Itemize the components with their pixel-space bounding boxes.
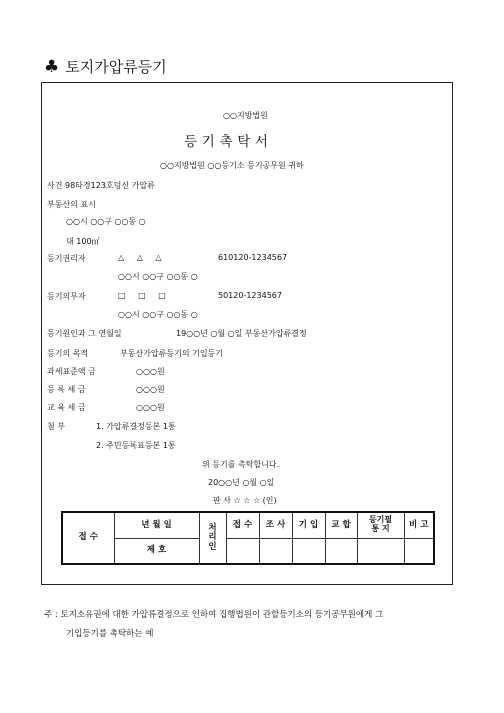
document-date: 20○○년 ○월 ○일 xyxy=(208,478,275,487)
blank-cell xyxy=(325,538,357,564)
note-line-1: 주 : 토지소유권에 대한 가압류결정으로 인하여 집행법원이 관할등기소의 등기공무원에게 그 xyxy=(44,610,384,620)
col-entry: 기 입 xyxy=(292,512,325,538)
property-area: 대 100㎡ xyxy=(66,237,100,246)
reg-tax-label: 등 록 세 금 xyxy=(47,385,86,394)
edu-tax-label: 교 육 세 금 xyxy=(47,403,86,412)
club-icon: ♣ xyxy=(44,57,60,77)
purpose-value: 부동산가압류등기의 기입등기 xyxy=(120,349,224,358)
col-notify-label: 등기필 통 지 xyxy=(368,515,393,534)
note-line-2: 기입등기를 촉탁하는 예 xyxy=(66,629,154,639)
blank-cell xyxy=(357,538,404,564)
document-title: 등 기 촉 탁 서 xyxy=(184,134,269,150)
court-name: ○○지방법원 xyxy=(223,111,268,120)
col-investigation: 조 사 xyxy=(259,512,292,538)
attach-item-2: 2. 주민등록표등본 1통 xyxy=(96,441,176,450)
attach-item-1: 1. 가압류결정등본 1통 xyxy=(96,422,176,431)
col-remarks: 비 고 xyxy=(404,512,434,538)
purpose-label: 등기의 목적 xyxy=(47,349,89,358)
number-header: 제 호 xyxy=(114,538,199,564)
debtor-id: 50120-1234567 xyxy=(218,291,282,300)
reg-tax-value: ○○○원 xyxy=(136,385,165,394)
property-label: 부동산의 표시 xyxy=(47,200,96,209)
blank-cell xyxy=(226,538,259,564)
addressee: ○○지방법원 ○○등기소 등기공무원 귀하 xyxy=(160,161,304,170)
attach-label: 첨 부 xyxy=(47,422,65,431)
blank-cell xyxy=(404,538,434,564)
col-receipt: 접 수 xyxy=(226,512,259,538)
closing-text: 위 등기를 촉탁합니다. xyxy=(202,460,280,469)
processing-table xyxy=(61,511,435,565)
creditor-address: ○○시 ○○구 ○○동 ○ xyxy=(118,272,198,281)
tax-base-value: ○○○원 xyxy=(136,367,165,376)
cause-label: 등기원인과 그 연월일 xyxy=(47,329,122,338)
processor-label: 처 리 인 xyxy=(208,522,217,552)
case-line: 사건 98타경123호덩신 가압류 xyxy=(47,181,155,190)
creditor-label: 등기권리자 xyxy=(47,254,86,263)
receipt-header: 접 수 xyxy=(62,512,114,564)
debtor-name: □ □ □ xyxy=(118,291,166,300)
edu-tax-value: ○○○원 xyxy=(136,403,165,412)
page-title: 토지가압류등기 xyxy=(65,58,167,76)
page-heading xyxy=(44,56,167,77)
debtor-label: 등기의무자 xyxy=(47,292,86,301)
blank-cell xyxy=(259,538,292,564)
debtor-address: ○○시 ○○구 ○○동 ○ xyxy=(118,310,198,319)
processor-header xyxy=(199,512,226,564)
cause-value: 19○○년 ○월 ○일 부동산가압류결정 xyxy=(176,329,307,338)
creditor-name: △ △ △ xyxy=(118,253,162,262)
blank-cell xyxy=(292,538,325,564)
tax-base-label: 과세표준액 금 xyxy=(47,367,96,376)
property-address: ○○시 ○○구 ○○동 ○ xyxy=(66,217,146,226)
ymd-header: 년 월 일 xyxy=(114,512,199,538)
creditor-id: 610120-1234567 xyxy=(218,253,288,262)
col-notify xyxy=(357,512,404,538)
col-verify: 교 합 xyxy=(325,512,357,538)
judge-signature: 판 사 ☆ ☆ ☆ (인) xyxy=(213,496,277,505)
